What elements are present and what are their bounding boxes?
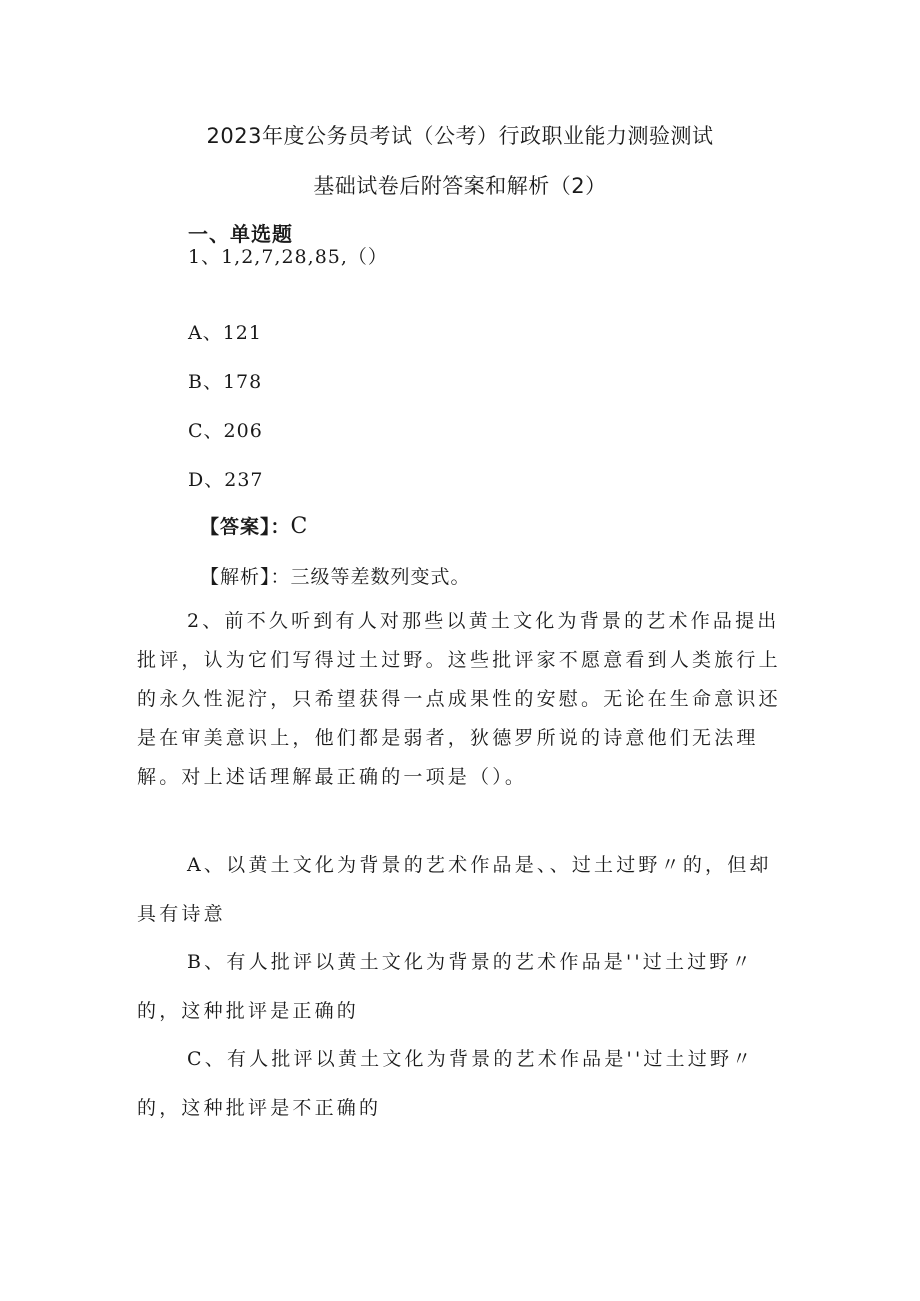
section-heading: 一、单选题	[188, 222, 293, 246]
question-1-option-a: A、121	[188, 322, 262, 344]
document-title-line-1: 2023年度公务员考试（公考）行政职业能力测验测试	[206, 124, 714, 148]
answer-value: C	[290, 514, 309, 539]
question-2-option-b: B、有人批评以黄土文化为背景的艺术作品是''过土过野〃的，这种批评是正确的	[137, 951, 754, 1022]
answer-label: 【答案】：	[200, 516, 291, 538]
question-1-stem: 1、1,2,7,28,85,（）	[188, 246, 388, 268]
document-title-line-2: 基础试卷后附答案和解析（2）	[313, 174, 607, 198]
question-1-analysis	[200, 562, 471, 589]
analysis-text: 三级等差数列变式。	[290, 566, 471, 588]
analysis-label: 【解析】：	[200, 566, 291, 588]
question-2-stem: 2、前不久听到有人对那些以黄土文化为背景的艺术作品提出批评，认为它们写得过土过野。这些批评家不愿意看到人类旅行上的永久性泥泞，只希望获得一点成果性的安慰。无论在生命意识还是在审美意识上，他们都是弱者，狄德罗所说的诗意他们无法理解。对上述话理解最正确的一项是（）。	[137, 610, 781, 788]
question-1-option-b: B、178	[188, 371, 263, 393]
question-1-option-d: D、237	[188, 469, 264, 491]
question-2-option-a: A、以黄土文化为背景的艺术作品是、、过土过野〃的，但却具有诗意	[137, 854, 772, 925]
question-2-option-c: C、有人批评以黄土文化为背景的艺术作品是''过土过野〃的，这种批评是不正确的	[137, 1048, 755, 1119]
question-1-answer	[200, 512, 308, 539]
question-1-option-c: C、206	[188, 420, 263, 442]
